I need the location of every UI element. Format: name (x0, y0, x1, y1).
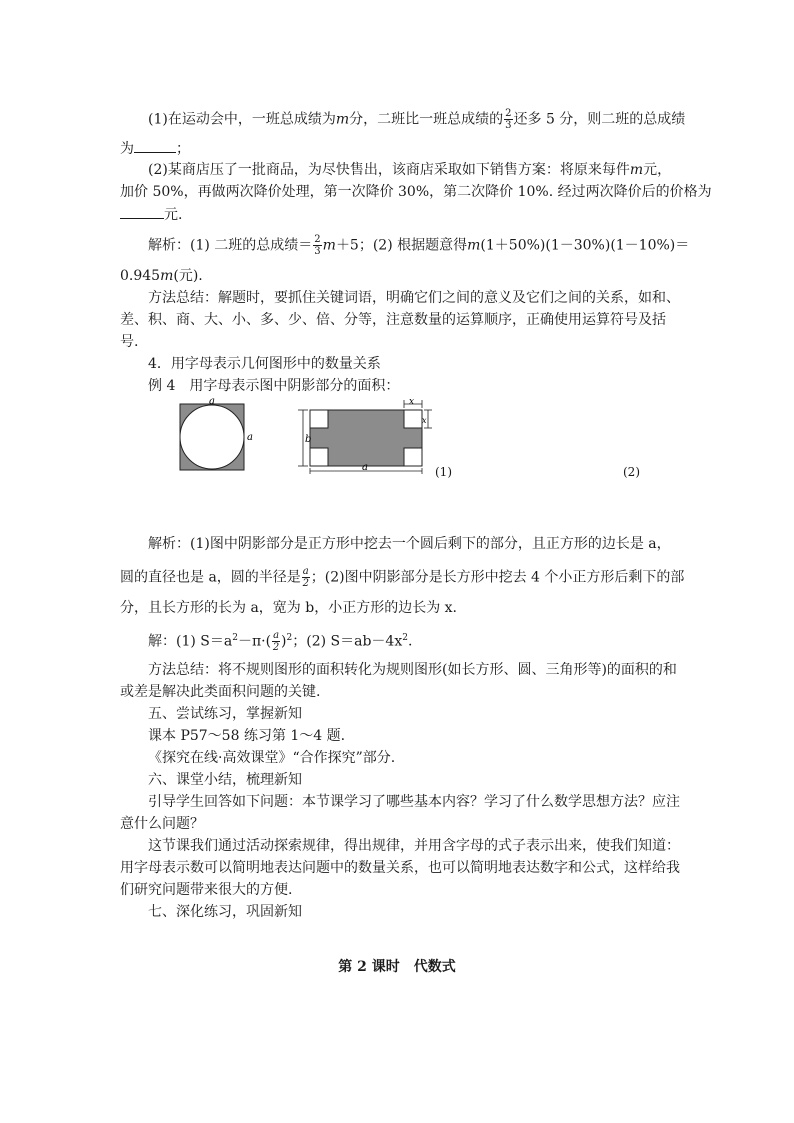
fraction-a-over-2 (302, 566, 310, 589)
text: (1)在运动会中，一班总成绩为 (148, 111, 336, 128)
frac-den: 2 (302, 578, 309, 589)
example3-q1-line1 (148, 108, 685, 131)
text: 用字母表示数可以简明地表达问题中的数量关系，也可以简明地表达数字和公式，这样给我 (120, 860, 680, 876)
example3-q1-line2 (120, 138, 190, 159)
text: 七、深化练习，巩固新知 (148, 904, 302, 920)
label-a: a (362, 462, 368, 473)
part5-line1 (148, 726, 345, 746)
answer-blank (120, 204, 164, 219)
corner-square (404, 448, 422, 466)
lesson2-title: 第 2 课时 代数式 (338, 959, 456, 975)
frac-den: 3 (505, 120, 512, 131)
text: 4．用字母表示几何图形中的数量关系 (148, 356, 381, 372)
text: 课本 P57～58 练习第 1～4 题. (148, 728, 346, 744)
section4-heading (148, 354, 381, 374)
frac-den: 2 (272, 642, 280, 654)
text: 方法总结：将不规则图形的面积转化为规则图形(如长方形、圆、三角形等)的面积的和 (148, 662, 677, 678)
text: 引导学生回答如下问题：本节课学习了哪些基本内容？学习了什么数学思想方法？应注 (148, 794, 680, 810)
example4-analysis-line1 (148, 534, 671, 554)
example4-analysis-line2 (120, 566, 684, 589)
method-summary-line1 (148, 288, 680, 308)
text: 圆的直径也是 a，圆的半径是 (120, 569, 301, 586)
label-a-top: a (209, 396, 215, 407)
part6-summary-line1 (148, 836, 680, 856)
text: 解：(1) S＝a (148, 633, 233, 650)
label-x-right: x (422, 416, 427, 425)
text: (1＋50%)(1－30%)(1－10%)＝ (480, 237, 690, 254)
method-summary-line3 (120, 332, 138, 352)
part7-heading (148, 902, 302, 922)
text: 五、尝试练习，掌握新知 (148, 706, 302, 722)
label-a-right: a (247, 432, 253, 443)
text: 解析：(1) 二班的总成绩＝ (148, 237, 313, 254)
part6-heading (148, 770, 302, 790)
corner-square (404, 410, 422, 428)
superscript: 2 (402, 633, 408, 643)
part6-summary-line3 (120, 880, 292, 900)
var-m: m (467, 237, 481, 254)
fraction-two-thirds (313, 234, 321, 257)
superscript: 2 (232, 633, 238, 643)
part6-summary-line2 (120, 858, 680, 878)
text: ；(2) S＝ab－4x (292, 633, 403, 650)
part6-question-line1 (148, 792, 680, 812)
part6-question-line2 (120, 814, 204, 834)
method-summary-4-line1 (148, 660, 677, 680)
text: ＋5；(2) 根据题意得 (335, 237, 468, 254)
fraction-two-thirds (504, 108, 512, 131)
text: 加价 50%，再做两次降价处理，第一次降价 30%，第二次降价 10%. 经过两次降价后的价格为 (120, 184, 712, 200)
example4-title (148, 376, 399, 396)
frac-den: 3 (314, 246, 321, 257)
text: 意什么问题？ (120, 816, 204, 832)
text: 元， (643, 162, 672, 178)
figure-rectangle-corners (296, 396, 436, 478)
part5-line2 (148, 748, 395, 768)
text: (元). (173, 268, 203, 284)
text: 为 (120, 141, 134, 157)
text: . (407, 633, 413, 650)
var-m: m (629, 162, 644, 178)
text: ) (281, 633, 287, 650)
corner-square (310, 410, 328, 428)
example3-q2-line1 (148, 160, 671, 180)
figure-label-2: (2) (623, 465, 640, 479)
label-b: b (305, 434, 312, 445)
text: 号. (120, 334, 139, 350)
example4-solution (148, 628, 412, 653)
text: 或差是解决此类面积问题的关键. (120, 684, 321, 700)
text: 0.945 (120, 268, 161, 284)
text: 元. (164, 207, 183, 223)
text: (2)某商店压了一批商品，为尽快售出，该商店采取如下销售方案：将原来每件 (148, 162, 630, 178)
text: 差、积、商、大、小、多、少、倍、分等，注意数量的运算顺序，正确使用运算符号及括 (120, 312, 666, 328)
text: ； (176, 141, 190, 157)
frac-num: a (273, 630, 280, 642)
label-x-top: x (409, 397, 415, 407)
superscript: 2 (286, 633, 293, 643)
var-m: m (335, 111, 350, 128)
corner-square (310, 448, 328, 466)
answer-blank (134, 138, 176, 153)
frac-num: 2 (314, 234, 321, 245)
example3-analysis-line2 (120, 266, 203, 286)
var-m: m (322, 237, 336, 254)
text: 解析：(1)图中阴影部分是正方形中挖去一个圆后剩下的部分，且正方形的边长是 a， (148, 536, 671, 552)
method-summary-line2 (120, 310, 666, 330)
part5-heading (148, 704, 302, 724)
text: －π·( (237, 633, 272, 650)
fraction-a-over-2 (272, 630, 280, 653)
text: ；(2)图中阴影部分是长方形中挖去 4 个小正方形后剩下的部 (310, 569, 685, 586)
circle-cutout (180, 405, 244, 469)
example3-q2-line3 (120, 204, 182, 225)
text: 六、课堂小结，梳理新知 (148, 772, 302, 788)
text: 们研究问题带来很大的方便. (120, 882, 293, 898)
figure-label-1: (1) (435, 465, 452, 479)
method-summary-4-line2 (120, 682, 320, 702)
frac-num: 2 (505, 108, 512, 119)
example3-analysis-line1 (148, 234, 689, 257)
frac-num: a (302, 566, 309, 577)
example3-q2-line2 (120, 182, 712, 202)
var-m: m (160, 268, 174, 284)
text: 分，二班比一班总成绩的 (349, 111, 504, 128)
figure-square-circle (170, 396, 270, 478)
text: 例 4 用字母表示图中阴影部分的面积： (148, 378, 400, 394)
text: 《探究在线·高效课堂》“合作探究”部分. (148, 750, 396, 766)
text: 还多 5 分，则二班的总成绩 (513, 111, 686, 128)
text: 这节课我们通过活动探索规律，得出规律，并用含字母的式子表示出来，使我们知道： (148, 838, 680, 854)
text: 方法总结：解题时，要抓住关键词语，明确它们之间的意义及它们之间的关系，如和、 (148, 290, 680, 306)
example4-analysis-line3 (120, 598, 457, 618)
text: 分，且长方形的长为 a，宽为 b，小正方形的边长为 x. (120, 600, 458, 616)
